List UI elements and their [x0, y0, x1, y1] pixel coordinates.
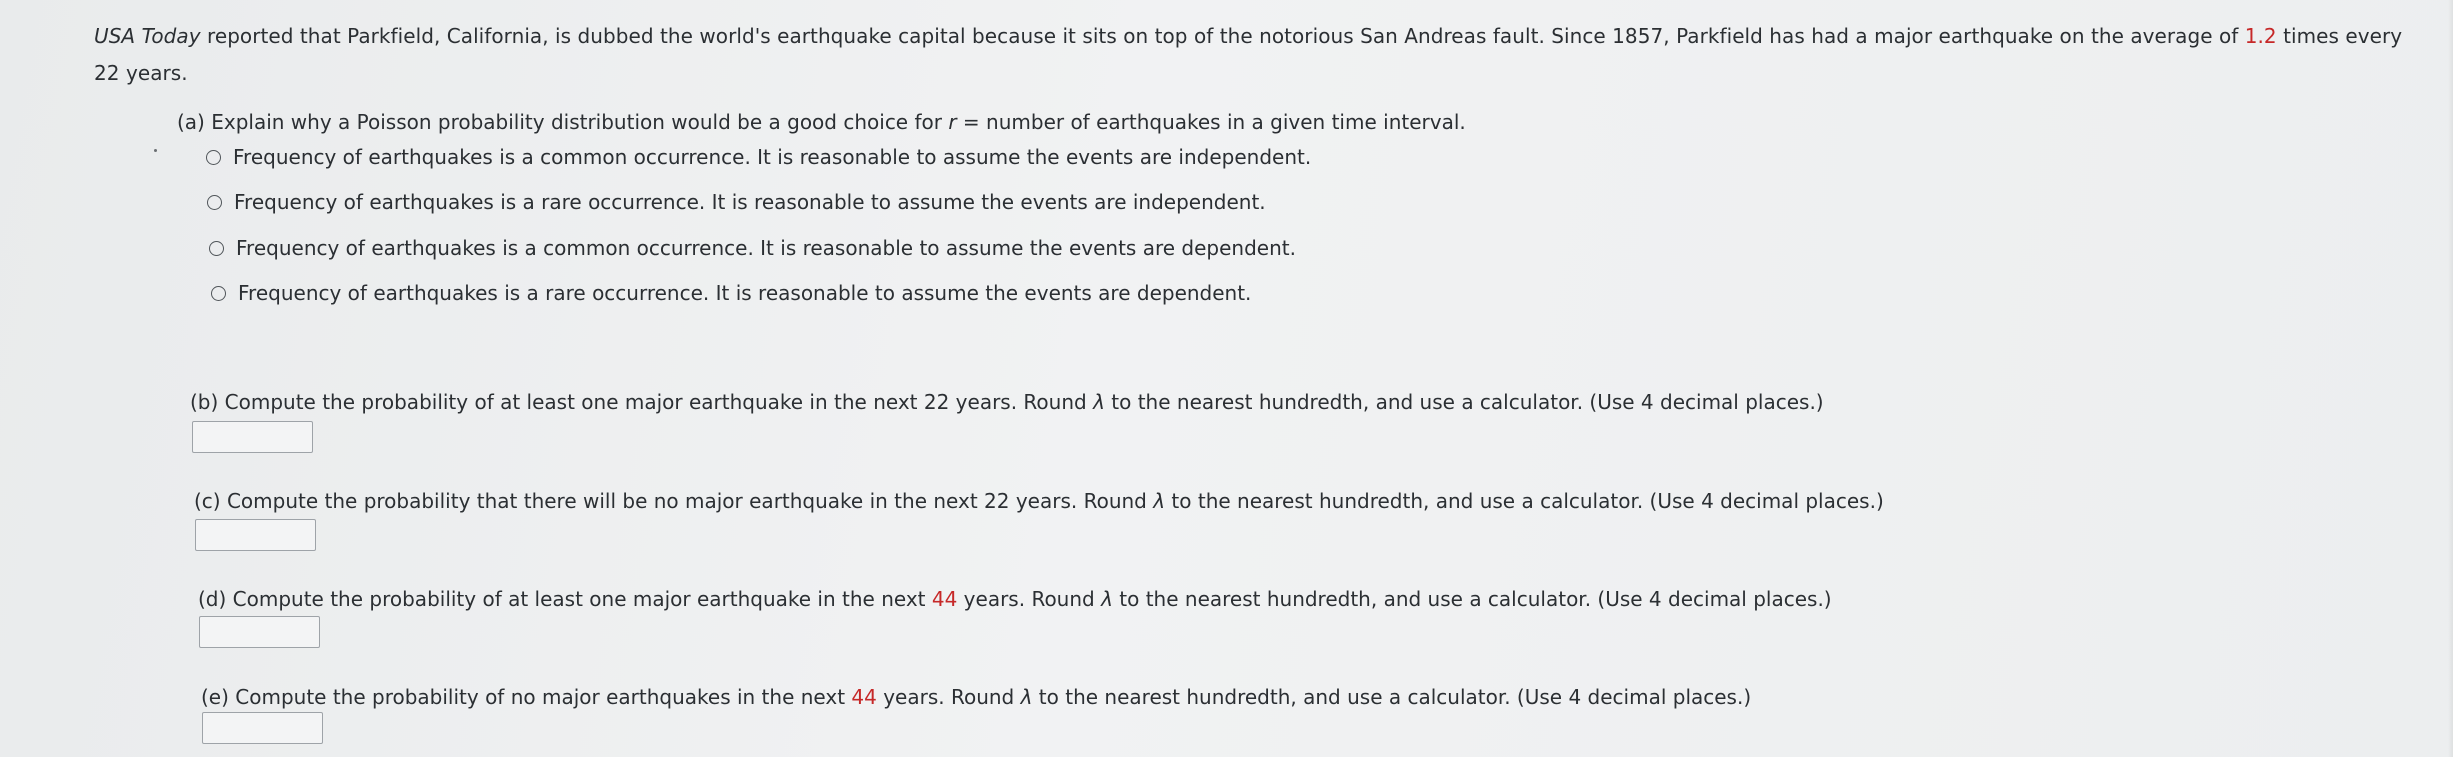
radio-circle-icon[interactable] [211, 286, 226, 301]
intro-text-2: times every 22 years. [94, 24, 2403, 85]
average-rate: 1.2 [2244, 24, 2277, 48]
bullet-dot [154, 149, 157, 152]
lambda-symbol: λ [1093, 390, 1105, 414]
part-d-prompt [198, 585, 1832, 613]
part-b-answer-input[interactable] [192, 421, 313, 453]
variable-r: r [948, 110, 957, 134]
option-label: Frequency of earthquakes is a common occurrence. It is reasonable to assume the events are dependent. [236, 236, 1296, 260]
part-d-text-3: to the nearest hundredth, and use a calculator. (Use 4 decimal places.) [1112, 587, 1832, 611]
part-e-prompt [201, 683, 1751, 711]
part-c-answer-input[interactable] [195, 519, 316, 551]
part-c-text-1: (c) Compute the probability that there will be no major earthquake in the next 22 years. Round [194, 489, 1154, 513]
option-label: Frequency of earthquakes is a rare occurrence. It is reasonable to assume the events are dependent. [238, 281, 1252, 305]
option-rare-dependent[interactable] [211, 279, 1251, 307]
part-b-prompt [190, 388, 1824, 416]
source-name: USA Today [94, 24, 201, 48]
option-common-dependent[interactable] [209, 234, 1296, 262]
option-rare-independent[interactable] [207, 188, 1266, 216]
part-b-text-2: to the nearest hundredth, and use a calculator. (Use 4 decimal places.) [1104, 390, 1824, 414]
intro-text-1: reported that Parkfield, California, is dubbed the world's earthquake capital because it sits on top of the notorious San Andreas fault. Since 1857, Parkfield has had a major earthquake on the average of [200, 24, 2245, 48]
part-d-text-2: years. Round [957, 587, 1102, 611]
option-label: Frequency of earthquakes is a rare occurrence. It is reasonable to assume the events are independent. [234, 190, 1266, 214]
part-e-text-1: (e) Compute the probability of no major earthquakes in the next [201, 685, 852, 709]
option-label: Frequency of earthquakes is a common occurrence. It is reasonable to assume the events are independent. [233, 145, 1312, 169]
part-c-text-2: to the nearest hundredth, and use a calculator. (Use 4 decimal places.) [1165, 489, 1884, 513]
lambda-symbol: λ [1101, 587, 1113, 611]
radio-circle-icon[interactable] [206, 150, 221, 165]
part-a-text-2: = number of earthquakes in a given time interval. [956, 110, 1466, 134]
radio-circle-icon[interactable] [207, 195, 222, 210]
part-a-text-1: (a) Explain why a Poisson probability distribution would be a good choice for [177, 110, 949, 134]
part-a-prompt [177, 108, 1466, 136]
lambda-symbol: λ [1153, 489, 1166, 513]
part-c-prompt [194, 487, 1884, 515]
part-d-answer-input[interactable] [199, 616, 320, 648]
option-common-independent[interactable] [206, 143, 1311, 171]
part-e-answer-input[interactable] [202, 712, 323, 744]
part-e-years: 44 [851, 685, 877, 709]
problem-statement [94, 18, 2434, 92]
part-d-text-1: (d) Compute the probability of at least one major earthquake in the next [198, 587, 932, 611]
part-b-text-1: (b) Compute the probability of at least one major earthquake in the next 22 years. Round [190, 390, 1094, 414]
part-d-years: 44 [931, 587, 958, 611]
lambda-symbol: λ [1020, 685, 1033, 709]
page-edge-shadow [2448, 0, 2453, 757]
part-e-text-2: years. Round [876, 685, 1021, 709]
radio-circle-icon[interactable] [209, 241, 224, 256]
part-e-text-3: to the nearest hundredth, and use a calculator. (Use 4 decimal places.) [1032, 685, 1752, 709]
